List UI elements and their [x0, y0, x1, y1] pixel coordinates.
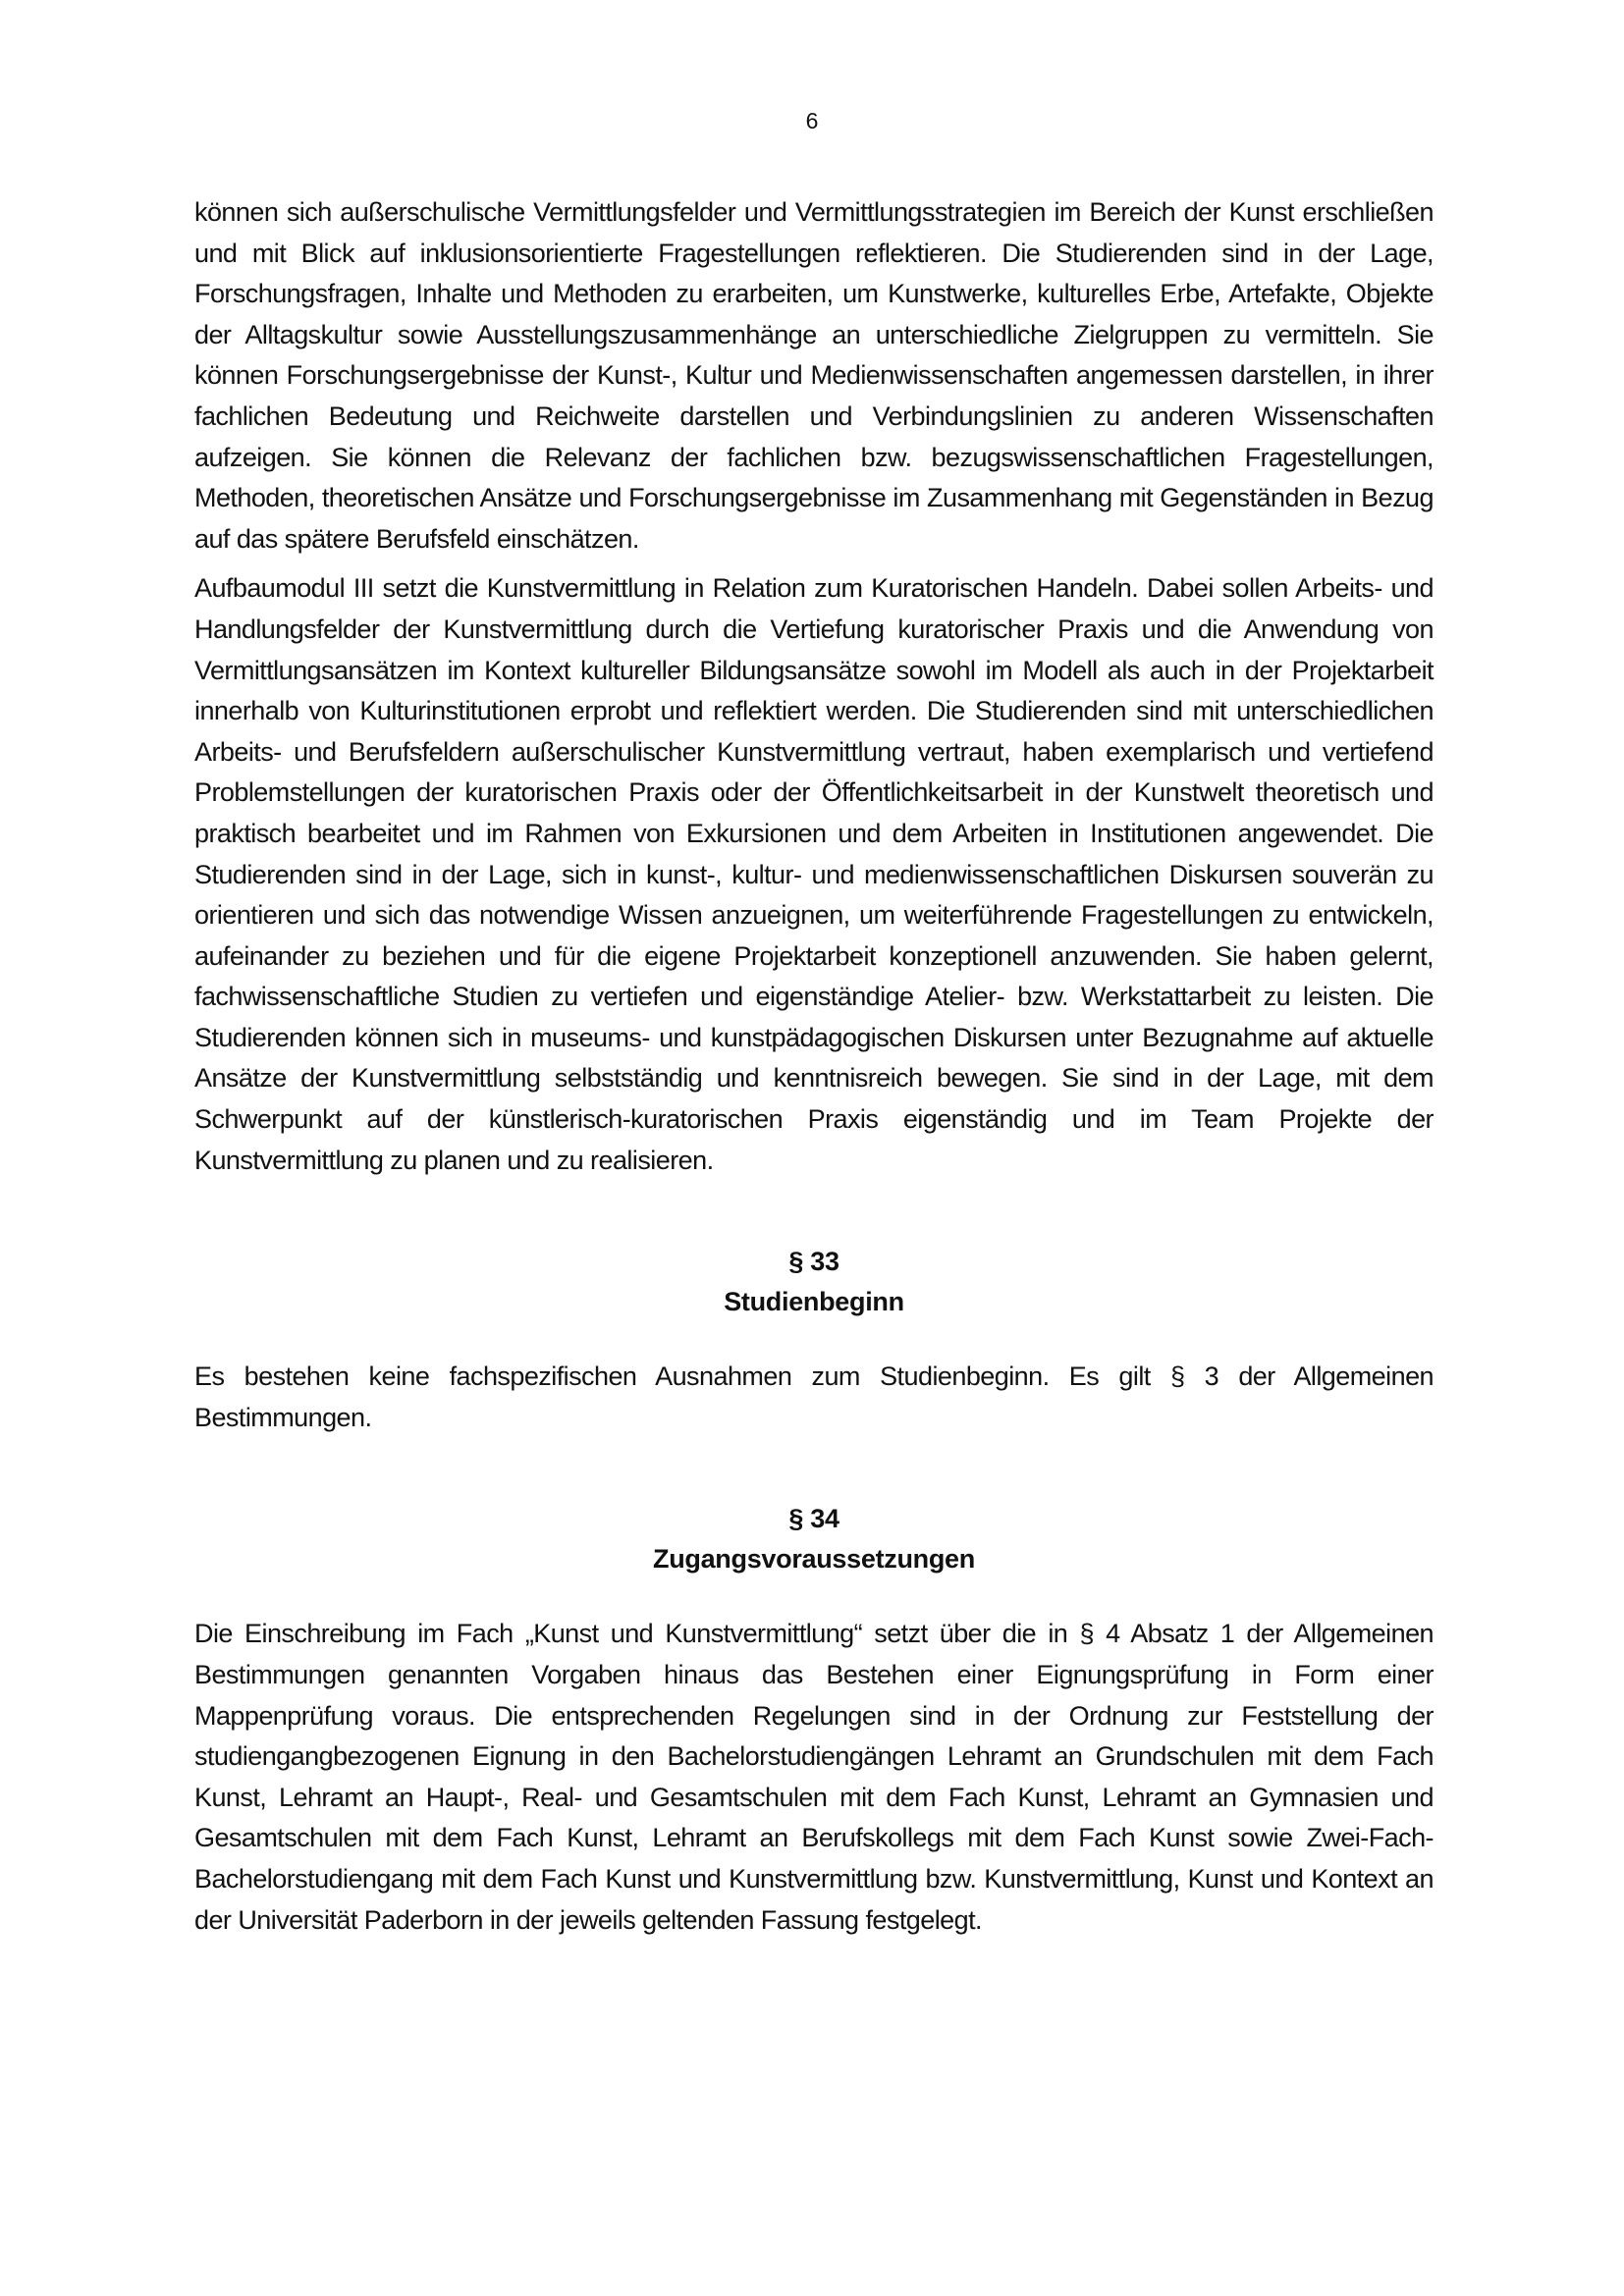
section-heading [194, 1242, 1434, 1322]
section-text: Die Einschreibung im Fach „Kunst und Kunstvermittlung“ setzt über die in § 4 Absatz 1 der Allgemeinen Bestimmungen genannten Vorgaben hinaus das Bestehen einer Eignungsprüfung in Form einer Mappenprüfung voraus. Die entsprechenden Regelungen sind in der Ordnung zur Feststellung der studiengangbezogenen Eignung in den Bachelorstudiengängen Lehramt an Grundschulen mit dem Fach Kunst, Lehramt an Haupt-, Real- und Gesamtschulen mit dem Fach Kunst, Lehramt an Gymnasien und Gesamtschulen mit dem Fach Kunst, Lehramt an Berufskollegs mit dem Fach Kunst sowie Zwei-Fach-Bachelorstudiengang mit dem Fach Kunst und Kunstvermittlung bzw. Kunstvermittlung, Kunst und Kontext an der Universität Paderborn in der jeweils geltenden Fassung festgelegt. [194, 1619, 1434, 1935]
section-number: § 33 [788, 1247, 839, 1277]
section-title: Studienbeginn [724, 1287, 904, 1317]
paragraph-learning-outcomes: können sich außerschulische Vermittlungsfelder und Vermittlungsstrategien im Bereich der Kunst erschließen und mit Blick auf inklusionsorientierte Fragestellungen reflektieren. Die Studierenden sind in der Lage, Forschungsfragen, Inhalte und Methoden zu erarbeiten, um Kunstwerke, kulturelles Erbe, Artefakte, Objekte der Alltagskultur sowie Ausstellungszusammenhänge an unterschiedliche Zielgruppen zu vermitteln. Sie können Forschungsergebnisse der Kunst-, Kultur und Medienwissenschaften angemessen darstellen, in ihrer fachlichen Bedeutung und Reichweite darstellen und Verbindungslinien zu anderen Wissenschaften aufzeigen. Sie können die Relevanz der fachlichen bzw. bezugswissenschaftlichen Fragestellungen, Methoden, theoretischen Ansätze und Forschungsergebnisse im Zusammenhang mit Gegenständen in Bezug auf das spätere Berufsfeld einschätzen. [194, 197, 1434, 554]
section-title: Zugangsvoraussetzungen [653, 1544, 975, 1575]
section-heading [194, 1499, 1434, 1579]
section-text: Es bestehen keine fachspezifischen Ausnahmen zum Studienbeginn. Es gilt § 3 der Allgemeinen Bestimmungen. [194, 1362, 1434, 1432]
section-number: § 34 [788, 1504, 839, 1534]
section-34 [194, 1499, 1434, 1941]
section-33 [194, 1242, 1434, 1438]
paragraph-aufbaumodul-iii: Aufbaumodul III setzt die Kunstvermittlung in Relation zum Kuratorischen Handeln. Dabei sollen Arbeits- und Handlungsfelder der Kunstvermittlung durch die Vertiefung kuratorischer Praxis und die Anwendung von Vermittlungsansätzen im Kontext kultureller Bildungsansätze sowohl im Modell als auch in der Projektarbeit innerhalb von Kulturinstitutionen erprobt und reflektiert werden. Die Studierenden sind mit unterschiedlichen Arbeits- und Berufsfeldern außerschulischer Kunstvermittlung vertraut, haben exemplarisch und vertiefend Problemstellungen der kuratorischen Praxis oder der Öffentlichkeitsarbeit in der Kunstwelt theoretisch und praktisch bearbeitet und im Rahmen von Exkursionen und dem Arbeiten in Institutionen angewendet. Die Studierenden sind in der Lage, sich in kunst-, kultur- und medienwissenschaftlichen Diskursen souverän zu orientieren und sich das notwendige Wissen anzueignen, um weiterführende Fragestellungen zu entwickeln, aufeinander zu beziehen und für die eigene Projektarbeit konzeptionell anzuwenden. Sie haben gelernt, fachwissenschaftliche Studien zu vertiefen und eigenständige Atelier- bzw. Werkstattarbeit zu leisten. Die Studierenden können sich in museums- und kunstpädagogischen Diskursen unter Bezugnahme auf aktuelle Ansätze der Kunstvermittlung selbstständig und kenntnisreich bewegen. Sie sind in der Lage, mit dem Schwerpunkt auf der künstlerisch-kuratorischen Praxis eigenständig und im Team Projekte der Kunstvermittlung zu planen und zu realisieren. [194, 573, 1434, 1175]
page-content [194, 192, 1434, 1941]
page-number: 6 [805, 108, 819, 133]
